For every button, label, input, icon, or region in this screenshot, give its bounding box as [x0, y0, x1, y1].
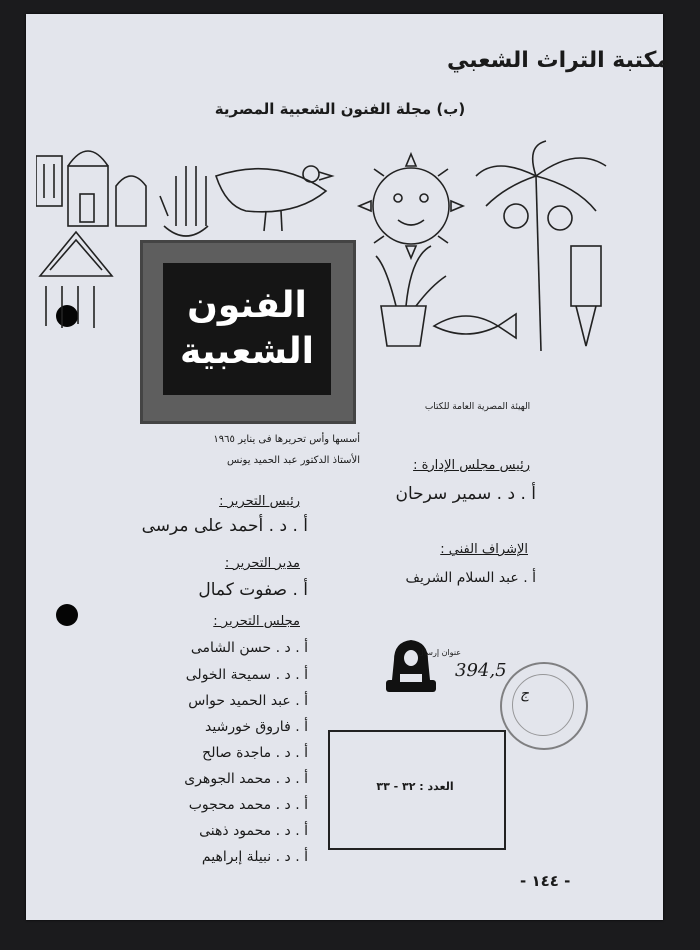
editorial-board-member: أ . د . ماجدة صالح	[202, 745, 308, 761]
editorial-board-member: أ . عبد الحميد حواس	[188, 693, 308, 709]
managing-editor-label: مدير التحرير :	[224, 556, 300, 571]
handwritten-sub: ج	[520, 686, 530, 702]
logo-line-2: الشعبية	[179, 331, 315, 372]
editorial-board-label: مجلس التحرير :	[213, 614, 300, 629]
board-chair-name: أ . د . سمير سرحان	[395, 484, 536, 504]
issue-number: العدد : ٣٢ - ٣٣	[376, 780, 454, 793]
art-direction-name: أ . عبد السلام الشريف	[405, 570, 536, 586]
magazine-subtitle: (ب) مجلة الفنون الشعبية المصرية	[214, 100, 466, 118]
editorial-board-member: أ . د . سميحة الخولى	[185, 667, 308, 683]
reading-figure-emblem	[382, 636, 440, 696]
editorial-board-member: أ . د . نبيلة إبراهيم	[201, 849, 308, 865]
publisher-name: الهيئة المصرية العامة للكتاب	[424, 402, 531, 412]
managing-editor-name: أ . صفوت كمال	[198, 580, 308, 600]
founded-line-1: أسسها وأس تحريرها فى يناير ١٩٦٥	[213, 434, 360, 445]
logo-line-1: الفنون	[187, 285, 307, 326]
board-chair-label: رئيس مجلس الإدارة :	[413, 458, 530, 473]
editorial-board-member: أ . د . محمد محجوب	[188, 797, 308, 813]
founded-line-2: الأستاذ الدكتور عبد الحميد يونس	[227, 455, 360, 466]
editor-in-chief-name: أ . د . أحمد على مرسى	[141, 516, 308, 536]
handwritten-label: عنوان إرسال	[418, 648, 461, 657]
magazine-logo	[140, 240, 356, 424]
page-number: - ١٤٤ -	[520, 872, 571, 890]
editor-in-chief-label: رئيس التحرير :	[219, 494, 300, 509]
binder-hole	[56, 604, 78, 626]
editorial-board-member: أ . د . محمود ذهنى	[199, 823, 308, 839]
library-stamp	[500, 662, 588, 750]
editorial-board-member: أ . د . محمد الجوهرى	[184, 771, 308, 787]
handwritten-code: 394,5	[455, 660, 507, 681]
editorial-board-member: أ . فاروق خورشيد	[205, 719, 308, 735]
series-title: مكتبة التراث الشعبي	[447, 48, 670, 73]
editorial-board-member: أ . د . حسن الشامى	[190, 640, 308, 656]
art-direction-label: الإشراف الفني :	[440, 542, 528, 557]
